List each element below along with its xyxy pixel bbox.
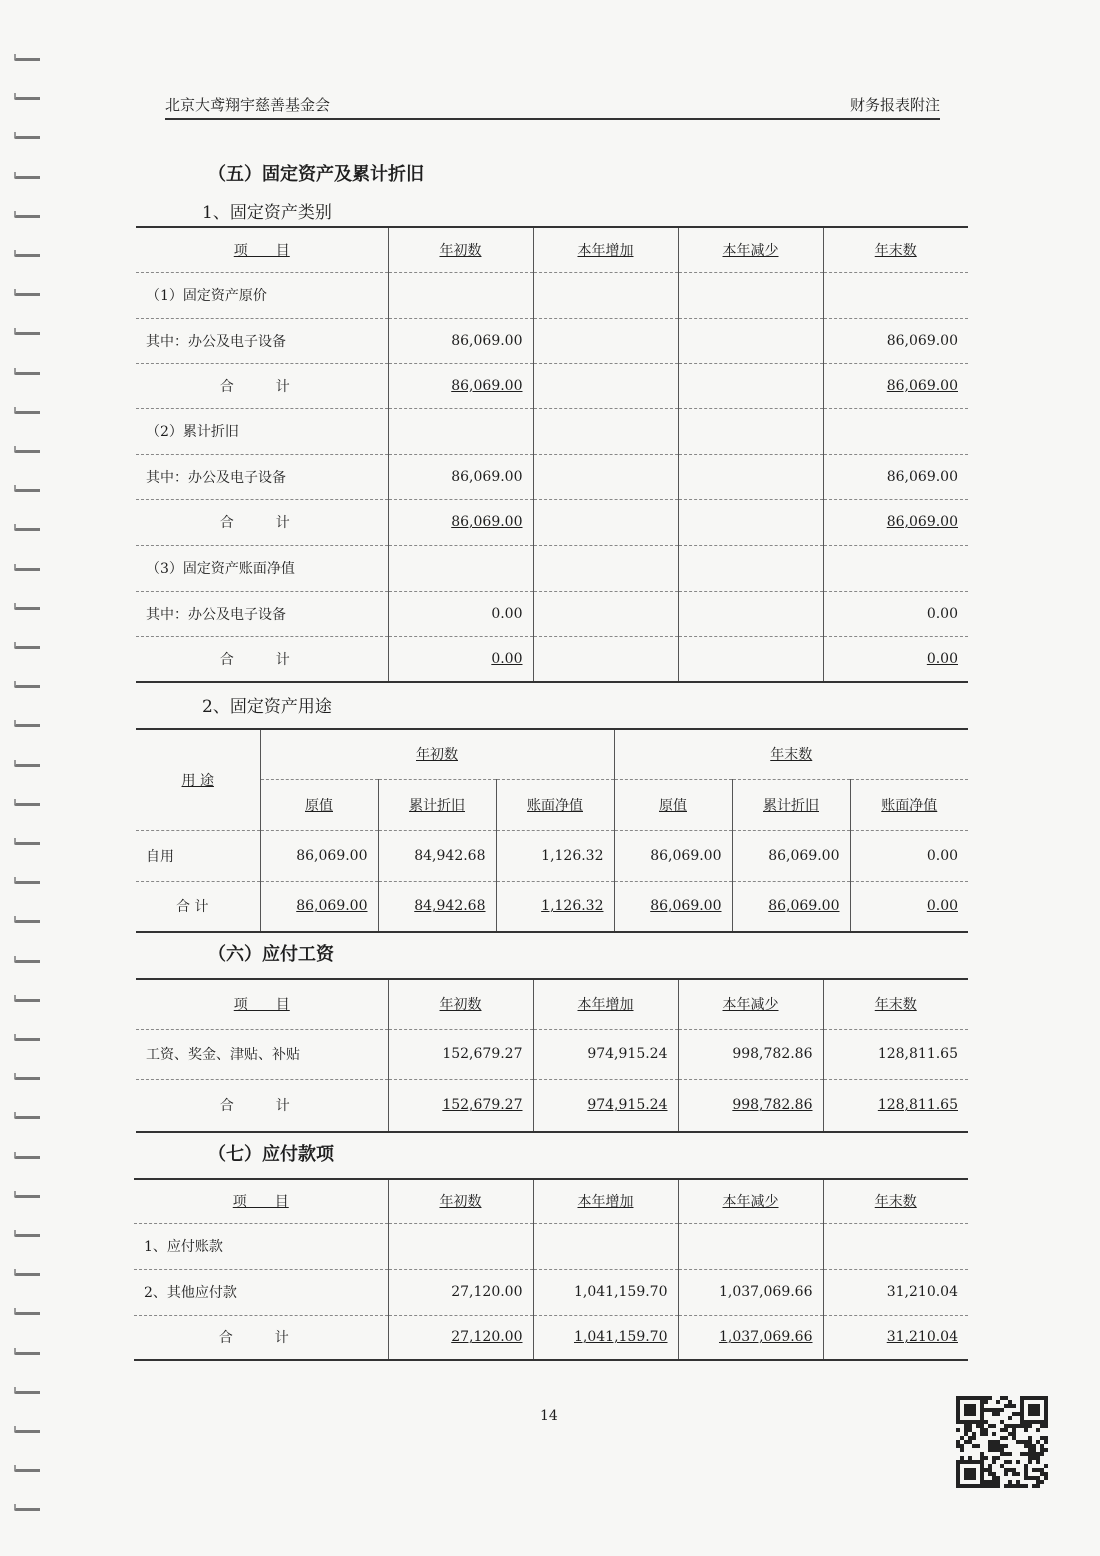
row-label: 工资、奖金、津贴、补贴 [136,1029,388,1079]
binding-tick [14,916,40,923]
binding-tick [14,995,40,1002]
table-total-row [136,881,968,932]
binding-tick [14,681,40,688]
row-label: 合 计 [176,899,209,916]
end-value: 86,069.00 [823,454,968,499]
section7-title: （七）应付款项 [208,1144,334,1165]
header-original-begin: 原值 [260,779,378,830]
page-number: 14 [540,1408,558,1424]
increase-value [533,408,678,454]
binding-tick [14,564,40,571]
begin-value: 152,679.27 [388,1079,533,1132]
value-cell: 84,942.68 [378,830,496,881]
binding-tick [14,799,40,806]
decrease-value: 1,037,069.66 [678,1315,823,1360]
binding-tick [14,172,40,179]
wages-payable-table [136,978,968,1133]
binding-tick [14,1152,40,1159]
begin-value: 0.00 [388,591,533,636]
binding-tick [14,1269,40,1276]
increase-value [533,454,678,499]
table-total-row [136,1079,968,1132]
row-label: 合 计 [218,1330,303,1347]
table-total-row [136,499,968,545]
row-label: 其中：办公及电子设备 [136,454,388,499]
value-cell: 86,069.00 [732,830,850,881]
row-label: 合 计 [219,651,304,668]
header-net-begin: 账面净值 [496,779,614,830]
header-end: 年末数 [823,227,968,272]
decrease-value [678,591,823,636]
header-use: 用 途 [136,729,260,830]
header-begin: 年初数 [388,1179,533,1223]
binding-tick [14,1504,40,1511]
sub-header-row [136,779,968,830]
increase-value [533,499,678,545]
row-label: 其中：办公及电子设备 [136,318,388,363]
increase-value: 974,915.24 [533,1079,678,1132]
header-item: 项 目 [136,979,388,1029]
header-increase: 本年增加 [533,1179,678,1223]
page-header [165,92,940,120]
header-decrease: 本年减少 [678,1179,823,1223]
increase-value [533,1223,678,1269]
table-row [136,318,968,363]
increase-value [533,363,678,408]
header-end: 年末数 [823,979,968,1029]
binding-tick [14,524,40,531]
binding-tick [14,211,40,218]
decrease-value [678,272,823,318]
header-increase: 本年增加 [533,227,678,272]
group-header-row [136,729,968,779]
table-row [136,408,968,454]
binding-tick [14,328,40,335]
begin-value [388,1223,533,1269]
binding-tick [14,54,40,61]
document-type: 财务报表附注 [849,96,940,114]
value-cell: 86,069.00 [260,881,378,932]
binding-tick [14,1308,40,1315]
header-depreciation-begin: 累计折旧 [378,779,496,830]
table-header-row [134,1179,968,1223]
begin-value: 27,120.00 [388,1269,533,1315]
row-label: （1）固定资产原价 [136,272,388,318]
section6-title: （六）应付工资 [208,944,334,965]
value-cell: 86,069.00 [614,881,732,932]
table-total-row [136,636,968,682]
value-cell: 86,069.00 [614,830,732,881]
end-value: 31,210.04 [823,1269,968,1315]
binding-holes [14,40,44,1540]
increase-value [533,272,678,318]
header-decrease: 本年减少 [678,979,823,1029]
row-label: 其中：办公及电子设备 [136,591,388,636]
decrease-value [678,318,823,363]
header-increase: 本年增加 [533,979,678,1029]
row-label: 自用 [136,830,260,881]
value-cell: 1,126.32 [496,830,614,881]
header-net-end: 账面净值 [850,779,968,830]
binding-tick [14,368,40,375]
header-group-end: 年末数 [614,729,968,779]
fixed-asset-use-table [136,728,968,933]
table-row [136,454,968,499]
decrease-value [678,636,823,682]
header-item: 项 目 [136,227,388,272]
table-header-row [136,227,968,272]
decrease-value [678,545,823,591]
decrease-value [678,499,823,545]
end-value: 0.00 [823,591,968,636]
binding-tick [14,485,40,492]
begin-value: 86,069.00 [388,454,533,499]
table-row [136,272,968,318]
increase-value [533,318,678,363]
header-group-begin: 年初数 [260,729,614,779]
table-row [136,545,968,591]
begin-value: 0.00 [388,636,533,682]
decrease-value: 1,037,069.66 [678,1269,823,1315]
header-decrease: 本年减少 [678,227,823,272]
begin-value: 86,069.00 [388,318,533,363]
row-label: 2、其他应付款 [134,1269,388,1315]
decrease-value [678,454,823,499]
binding-tick [14,1426,40,1433]
value-cell: 86,069.00 [732,881,850,932]
header-depreciation-end: 累计折旧 [732,779,850,830]
binding-tick [14,446,40,453]
end-value: 128,811.65 [823,1079,968,1132]
accounts-payable-table [134,1178,968,1361]
table-total-row [136,363,968,408]
begin-value: 27,120.00 [388,1315,533,1360]
table-row [134,1223,968,1269]
binding-tick [14,93,40,100]
value-cell: 0.00 [850,881,968,932]
increase-value [533,591,678,636]
binding-tick [14,289,40,296]
table-row [134,1269,968,1315]
binding-tick [14,1112,40,1119]
fixed-asset-category-table [136,226,968,683]
decrease-value [678,408,823,454]
begin-value [388,408,533,454]
qr-code-icon [956,1396,1048,1488]
end-value: 86,069.00 [823,363,968,408]
binding-tick [14,603,40,610]
binding-tick [14,1387,40,1394]
row-label: 合 计 [136,499,388,545]
organization-name: 北京大鸢翔宇慈善基金会 [165,96,331,114]
end-value [823,1223,968,1269]
end-value: 128,811.65 [823,1029,968,1079]
table-row [136,1029,968,1079]
increase-value: 974,915.24 [533,1029,678,1079]
header-end: 年末数 [823,1179,968,1223]
begin-value: 86,069.00 [388,363,533,408]
end-value [823,545,968,591]
header-begin: 年初数 [388,227,533,272]
begin-value [388,545,533,591]
binding-tick [14,1191,40,1198]
decrease-value [678,363,823,408]
binding-tick [14,1230,40,1237]
binding-tick [14,250,40,257]
end-value: 86,069.00 [823,318,968,363]
header-item: 项 目 [134,1179,388,1223]
increase-value: 1,041,159.70 [533,1269,678,1315]
binding-tick [14,760,40,767]
decrease-value [678,1223,823,1269]
binding-tick [14,1073,40,1080]
decrease-value: 998,782.86 [678,1029,823,1079]
row-label: 合 计 [219,1098,304,1115]
end-value [823,408,968,454]
header-begin: 年初数 [388,979,533,1029]
section5-subtitle-2: 2、固定资产用途 [202,697,332,717]
binding-tick [14,838,40,845]
binding-tick [14,407,40,414]
table-row [136,830,968,881]
section5-subtitle-1: 1、固定资产类别 [202,203,332,223]
binding-tick [14,642,40,649]
begin-value [388,272,533,318]
decrease-value: 998,782.86 [678,1079,823,1132]
binding-tick [14,1034,40,1041]
binding-tick [14,720,40,727]
row-label: 1、应付账款 [134,1223,388,1269]
increase-value [533,545,678,591]
value-cell: 84,942.68 [378,881,496,932]
row-label: （2）累计折旧 [136,408,388,454]
increase-value: 1,041,159.70 [533,1315,678,1360]
binding-tick [14,877,40,884]
binding-tick [14,1465,40,1472]
table-total-row [134,1315,968,1360]
table-row [136,591,968,636]
binding-tick [14,956,40,963]
increase-value [533,636,678,682]
end-value [823,272,968,318]
begin-value: 152,679.27 [388,1029,533,1079]
end-value: 86,069.00 [823,499,968,545]
table-header-row [136,979,968,1029]
row-label: 合 计 [136,363,388,408]
value-cell: 86,069.00 [260,830,378,881]
end-value: 0.00 [823,636,968,682]
value-cell: 1,126.32 [496,881,614,932]
value-cell: 0.00 [850,830,968,881]
end-value: 31,210.04 [823,1315,968,1360]
row-label: （3）固定资产账面净值 [136,545,388,591]
header-original-end: 原值 [614,779,732,830]
binding-tick [14,132,40,139]
binding-tick [14,1348,40,1355]
section5-title: （五）固定资产及累计折旧 [208,164,424,185]
begin-value: 86,069.00 [388,499,533,545]
